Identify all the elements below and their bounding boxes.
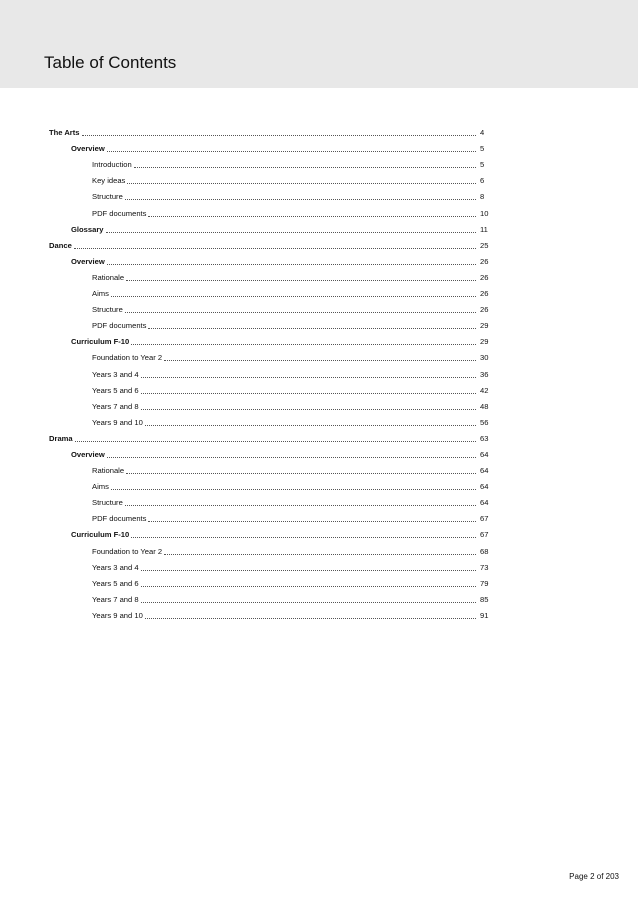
toc-entry-title: Foundation to Year 2 bbox=[92, 546, 163, 556]
toc-entry-title: Overview bbox=[71, 449, 105, 459]
dot-leader bbox=[127, 182, 476, 184]
toc-entry[interactable] bbox=[49, 138, 494, 154]
page-number: Page 2 of 203 bbox=[569, 872, 619, 881]
toc-list bbox=[49, 122, 494, 621]
dot-leader bbox=[107, 263, 476, 265]
toc-entry-title: Years 5 and 6 bbox=[92, 385, 139, 395]
toc-entry-page: 26 bbox=[480, 272, 489, 282]
toc-entry[interactable] bbox=[49, 347, 494, 363]
dot-leader bbox=[107, 456, 476, 458]
toc-entry-title: PDF documents bbox=[92, 514, 147, 524]
dot-leader bbox=[145, 617, 476, 619]
toc-entry-title: Aims bbox=[92, 289, 109, 299]
dot-leader bbox=[148, 215, 476, 217]
toc-entry[interactable] bbox=[49, 202, 494, 218]
toc-entry-page: 36 bbox=[480, 369, 489, 379]
toc-entry-title: Aims bbox=[92, 482, 109, 492]
toc-entry-page: 29 bbox=[480, 321, 489, 331]
toc-entry-page: 67 bbox=[480, 530, 489, 540]
toc-entry[interactable] bbox=[49, 460, 494, 476]
toc-entry[interactable] bbox=[49, 492, 494, 508]
toc-entry-page: 64 bbox=[480, 498, 489, 508]
dot-leader bbox=[134, 166, 476, 168]
toc-entry[interactable] bbox=[49, 573, 494, 589]
toc-entry[interactable] bbox=[49, 540, 494, 556]
toc-entry[interactable] bbox=[49, 476, 494, 492]
toc-entry-title: Curriculum F-10 bbox=[71, 530, 130, 540]
dot-leader bbox=[164, 359, 476, 361]
toc-entry-page: 29 bbox=[480, 337, 489, 347]
dot-leader bbox=[145, 424, 476, 426]
toc-entry[interactable] bbox=[49, 524, 494, 540]
toc-entry-page: 8 bbox=[480, 192, 485, 202]
dot-leader bbox=[106, 231, 476, 233]
toc-entry[interactable] bbox=[49, 122, 494, 138]
toc-entry-title: Years 7 and 8 bbox=[92, 401, 139, 411]
toc-entry-title: Dance bbox=[49, 240, 72, 250]
toc-entry-title: Curriculum F-10 bbox=[71, 337, 130, 347]
header-band bbox=[0, 0, 638, 88]
toc-entry[interactable] bbox=[49, 186, 494, 202]
toc-entry-page: 6 bbox=[480, 176, 485, 186]
toc-entry-page: 64 bbox=[480, 449, 489, 459]
toc-entry-title: Years 5 and 6 bbox=[92, 578, 139, 588]
toc-entry-page: 10 bbox=[480, 208, 489, 218]
dot-leader bbox=[148, 520, 476, 522]
toc-entry-title: Overview bbox=[71, 144, 105, 154]
toc-entry[interactable] bbox=[49, 508, 494, 524]
toc-entry-page: 91 bbox=[480, 610, 489, 620]
dot-leader bbox=[141, 585, 476, 587]
toc-entry-title: PDF documents bbox=[92, 321, 147, 331]
toc-entry[interactable] bbox=[49, 299, 494, 315]
toc-entry-page: 85 bbox=[480, 594, 489, 604]
toc-entry-page: 64 bbox=[480, 466, 489, 476]
toc-entry[interactable] bbox=[49, 170, 494, 186]
toc-entry[interactable] bbox=[49, 396, 494, 412]
toc-entry[interactable] bbox=[49, 267, 494, 283]
toc-entry-title: Years 9 and 10 bbox=[92, 417, 143, 427]
dot-leader bbox=[131, 343, 476, 345]
toc-entry-title: Years 9 and 10 bbox=[92, 610, 143, 620]
dot-leader bbox=[82, 134, 476, 136]
toc-entry-title: Years 3 and 4 bbox=[92, 562, 139, 572]
toc-entry-page: 42 bbox=[480, 385, 489, 395]
toc-entry-page: 4 bbox=[480, 128, 485, 138]
dot-leader bbox=[111, 488, 476, 490]
toc-entry[interactable] bbox=[49, 380, 494, 396]
toc-entry[interactable] bbox=[49, 363, 494, 379]
toc-entry-title: Years 7 and 8 bbox=[92, 594, 139, 604]
toc-entry[interactable] bbox=[49, 589, 494, 605]
toc-entry-page: 5 bbox=[480, 160, 485, 170]
dot-leader bbox=[126, 472, 476, 474]
toc-entry-page: 67 bbox=[480, 514, 489, 524]
toc-entry-title: Rationale bbox=[92, 466, 125, 476]
toc-entry-title: The Arts bbox=[49, 128, 80, 138]
dot-leader bbox=[141, 392, 476, 394]
dot-leader bbox=[141, 376, 476, 378]
toc-entry-title: Key ideas bbox=[92, 176, 126, 186]
toc-entry-page: 48 bbox=[480, 401, 489, 411]
toc-entry-title: Structure bbox=[92, 498, 123, 508]
toc-entry[interactable] bbox=[49, 557, 494, 573]
toc-entry-title: Glossary bbox=[71, 224, 104, 234]
toc-entry[interactable] bbox=[49, 331, 494, 347]
toc-entry-page: 68 bbox=[480, 546, 489, 556]
toc-entry-title: Structure bbox=[92, 305, 123, 315]
toc-entry-title: PDF documents bbox=[92, 208, 147, 218]
toc-entry[interactable] bbox=[49, 283, 494, 299]
toc-entry-page: 73 bbox=[480, 562, 489, 572]
toc-entry-page: 79 bbox=[480, 578, 489, 588]
dot-leader bbox=[74, 247, 476, 249]
toc-entry-title: Foundation to Year 2 bbox=[92, 353, 163, 363]
toc-entry-page: 5 bbox=[480, 144, 485, 154]
dot-leader bbox=[131, 536, 476, 538]
toc-entry-page: 25 bbox=[480, 240, 489, 250]
toc-entry[interactable] bbox=[49, 154, 494, 170]
toc-entry-title: Rationale bbox=[92, 272, 125, 282]
dot-leader bbox=[111, 295, 476, 297]
dot-leader bbox=[141, 408, 476, 410]
dot-leader bbox=[125, 504, 476, 506]
toc-entry-page: 56 bbox=[480, 417, 489, 427]
toc-entry[interactable] bbox=[49, 444, 494, 460]
dot-leader bbox=[125, 311, 476, 313]
toc-entry[interactable] bbox=[49, 412, 494, 428]
toc-entry-page: 64 bbox=[480, 482, 489, 492]
dot-leader bbox=[141, 569, 476, 571]
toc-entry-title: Years 3 and 4 bbox=[92, 369, 139, 379]
dot-leader bbox=[141, 601, 476, 603]
toc-entry[interactable] bbox=[49, 219, 494, 235]
page-title: Table of Contents bbox=[44, 53, 177, 72]
dot-leader bbox=[164, 553, 476, 555]
dot-leader bbox=[148, 327, 476, 329]
toc-entry[interactable] bbox=[49, 251, 494, 267]
toc-entry-page: 26 bbox=[480, 305, 489, 315]
dot-leader bbox=[75, 440, 476, 442]
toc-entry-page: 63 bbox=[480, 433, 489, 443]
toc-entry-title: Introduction bbox=[92, 160, 132, 170]
toc-entry-page: 26 bbox=[480, 289, 489, 299]
toc-entry-page: 11 bbox=[480, 224, 488, 234]
toc-entry[interactable] bbox=[49, 235, 494, 251]
dot-leader bbox=[125, 198, 476, 200]
toc-entry-page: 30 bbox=[480, 353, 489, 363]
toc-entry-page: 26 bbox=[480, 256, 489, 266]
dot-leader bbox=[126, 279, 476, 281]
toc-entry[interactable] bbox=[49, 315, 494, 331]
toc-entry-title: Overview bbox=[71, 256, 105, 266]
dot-leader bbox=[107, 150, 476, 152]
toc-entry[interactable] bbox=[49, 428, 494, 444]
toc-entry-title: Structure bbox=[92, 192, 123, 202]
toc-entry-title: Drama bbox=[49, 433, 73, 443]
toc-entry[interactable] bbox=[49, 605, 494, 621]
